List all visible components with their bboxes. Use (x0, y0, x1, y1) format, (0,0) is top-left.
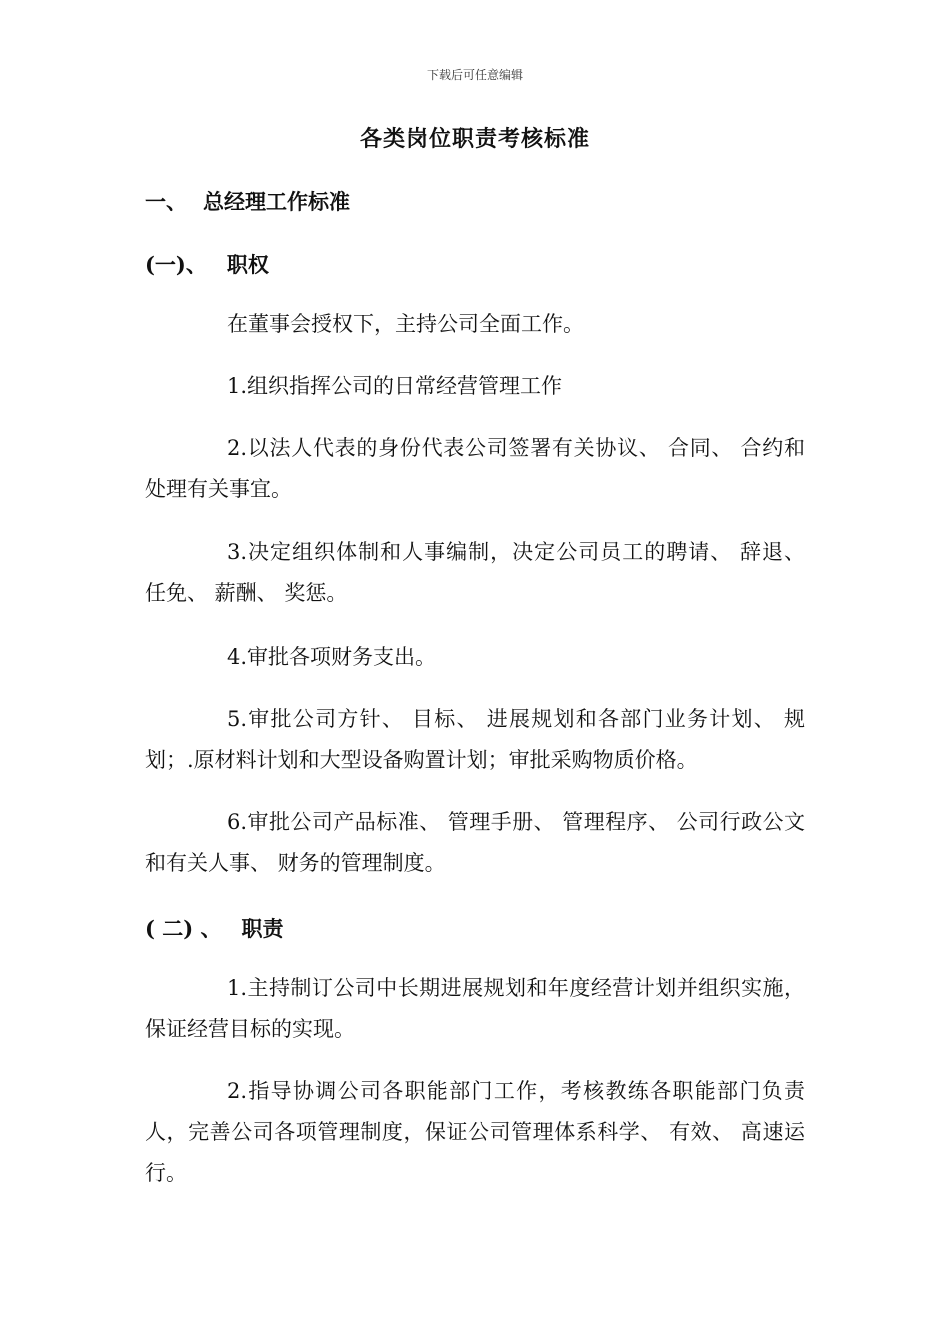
section-title: 总经理工作标准 (203, 189, 350, 214)
subsection-number: ( 二) 、 (145, 916, 222, 941)
paragraph: 在董事会授权下，主持公司全面工作。 (227, 312, 584, 336)
paragraph: 4.审批各项财务支出。 (227, 645, 437, 669)
paragraph: 1.主持制订公司中长期进展规划和年度经营计划并组织实施，保证经营目标的实现。 (145, 976, 805, 1041)
section-number: 一、 (145, 189, 187, 214)
paragraph: 2.指导协调公司各职能部门工作，考核教练各职能部门负责人，完善公司各项管理制度，保证公司管理体系科学、 有效、 高速运行。 (145, 1079, 805, 1185)
section-heading-1 (145, 186, 350, 216)
subsection-title: 职责 (241, 916, 284, 941)
paragraph: 5.审批公司方针、 目标、 进展规划和各部门业务计划、 规划；.原材料计划和大型设备购置计划；审批采购物质价格。 (145, 707, 805, 772)
paragraph: 3.决定组织体制和人事编制，决定公司员工的聘请、 辞退、 任免、 薪酬、 奖惩。 (145, 540, 805, 605)
subsection-heading-duties (145, 913, 284, 943)
paragraph: 1.组织指挥公司的日常经营管理工作 (227, 374, 563, 398)
document-title: 各类岗位职责考核标准 (359, 126, 590, 152)
paragraph: 2.以法人代表的身份代表公司签署有关协议、 合同、 合约和处理有关事宜。 (145, 436, 805, 501)
subsection-number: (一)、 (145, 252, 207, 277)
header-note: 下载后可任意编辑 (426, 68, 523, 82)
paragraph: 6.审批公司产品标准、 管理手册、 管理程序、 公司行政公文和有关人事、 财务的管理制度。 (145, 810, 805, 875)
subsection-title: 职权 (226, 252, 269, 277)
subsection-heading-authority (145, 249, 269, 279)
